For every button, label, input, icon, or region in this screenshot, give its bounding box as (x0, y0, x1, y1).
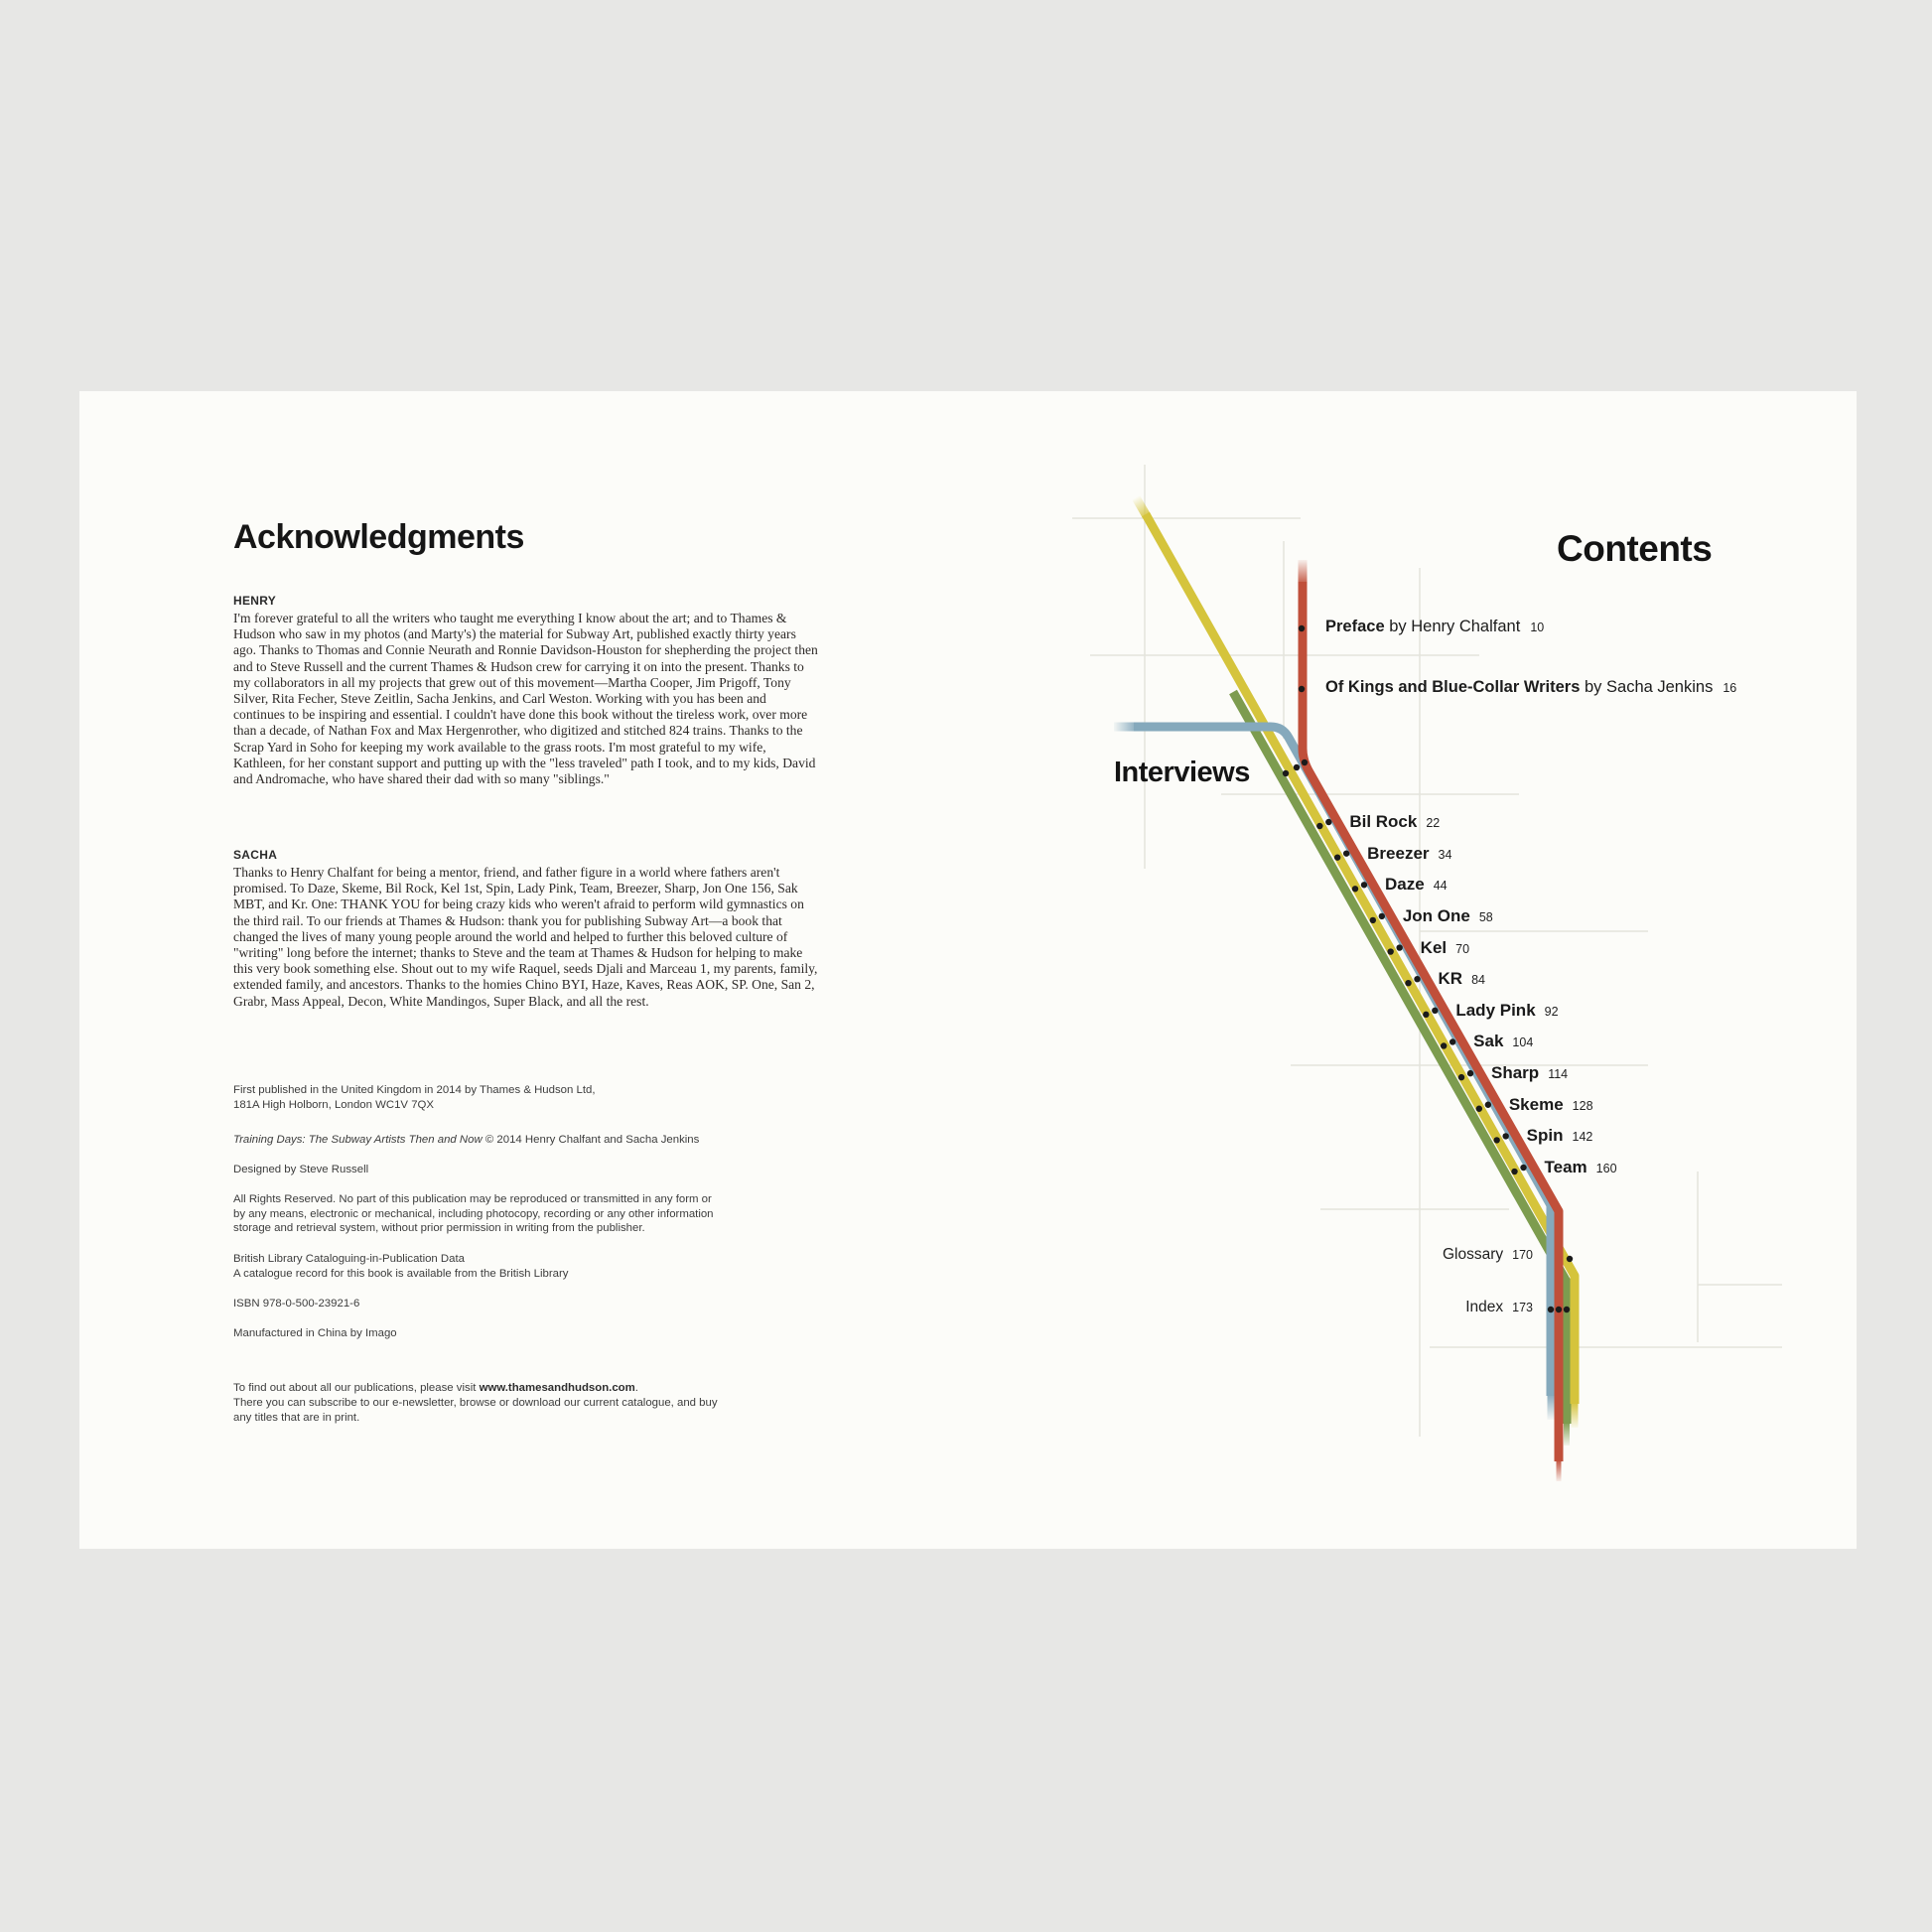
station-dot (1405, 980, 1411, 986)
colophon-publisher-line1: First published in the United Kingdom in 2014 by Thames & Hudson Ltd, (233, 1084, 596, 1096)
interview-page-number: 44 (1433, 879, 1448, 894)
station-dot (1511, 1169, 1517, 1174)
station-dot (1502, 1133, 1508, 1139)
toc-front-row-preface (1325, 618, 1544, 636)
station-dot (1449, 1038, 1455, 1044)
interview-name: Jon One (1402, 905, 1470, 925)
line-tips (1114, 497, 1575, 1481)
station-dot (1352, 886, 1358, 892)
station-dot (1414, 976, 1420, 982)
station-dot (1564, 1307, 1570, 1312)
interview-page-number: 128 (1572, 1098, 1593, 1113)
publisher-url: www.thamesandhudson.com (479, 1382, 635, 1394)
station-dot (1467, 1070, 1473, 1076)
sacha-acknowledgment-text: Thanks to Henry Chalfant for being a mentor, friend, and father figure in a world where fathers aren't promised. To Daze, Skeme, Bil Rock, Kel 1st, Spin, Lady Pink, Team, Breezer, Sharp, Jon One 156, Sak MBT, and Kr. One: THANK YOU for being crazy kids who weren't afraid to perform wild gymnastics on the third rail. To our friends at Thames & Hudson: thank you for publishing Subway Art—a book that changed the lives of many young people around the world and helped to further this beloved culture of "writing" long before the internet; thanks to Steve and the team at Thames & Hudson for helping to make this very book something else. Shout out to my wife Raquel, seeds Djali and Marceau 1, my parents, family, extended family, and ancestors. Thanks to the homies Chino BYI, Haze, Kaves, Reas AOK, SP. One, San 2, Grabr, Mass Appeal, Decon, White Mandingos, Super Black, and all the rest. (233, 865, 818, 1009)
back-title: Index (1465, 1299, 1504, 1315)
copyright-text: © 2014 Henry Chalfant and Sacha Jenkins (482, 1134, 700, 1146)
book-title-italic: Training Days: The Subway Artists Then and Now (233, 1134, 483, 1146)
interview-page-number: 104 (1512, 1035, 1534, 1050)
henry-acknowledgment-text: I'm forever grateful to all the writers who taught me everything I know about the art; and to Thames & Hudson who saw in my photos (and Marty's) the material for Subway Art, published exactly thirty years ago. Thanks to Thomas and Connie Neurath and Ronnie Davidson-Houston for shepherding the project then and to Steve Russell and the current Thames & Hudson crew for carrying it on into the present. Thanks to my collaborators in all my projects that grew out of this movement—Martha Cooper, Jim Prigoff, Tony Silver, Rita Fecher, Steve Zeitlin, Sacha Jenkins, and Carl Weston. Working with you has been and continues to be inspiring and essential. I couldn't have done this book without the tireless work, over more than a decade, of Nathan Fox and Max Hergenrother, who digitized and stitched 824 trains. Thanks to the Scrap Yard in Soho for keeping my work available to the grass roots. I'm most grateful to my wife, Kathleen, for her constant support and putting up with the "less traveled" path I took, and to my kids, David and Andromache, who have shared their dad with so many "siblings." (233, 611, 818, 787)
colophon-visit-rest: There you can subscribe to our e-newsletter, browse or download our current catalogue, and buy any titles that are in print. (233, 1397, 718, 1424)
section-label-sacha: SACHA (233, 848, 278, 862)
interview-name: Lady Pink (1455, 1000, 1536, 1020)
station-dot (1441, 1042, 1447, 1048)
station-dot (1423, 1012, 1429, 1018)
visit-prefix: To find out about all our publications, please visit (233, 1382, 480, 1394)
grid-lines (1072, 465, 1782, 1437)
station-dot (1548, 1307, 1554, 1312)
interviews-heading: Interviews (1114, 757, 1250, 788)
station-dot (1476, 1106, 1482, 1112)
station-dot (1325, 819, 1331, 825)
interview-name: Kel (1420, 937, 1448, 957)
station-dot (1294, 764, 1300, 770)
back-title: Glossary (1442, 1246, 1504, 1263)
interview-name: Breezer (1367, 843, 1430, 863)
acknowledgments-heading: Acknowledgments (233, 518, 524, 556)
interview-page-number: 84 (1471, 973, 1485, 988)
front-title: Preface (1325, 618, 1385, 635)
interview-page-number: 114 (1548, 1067, 1569, 1082)
interview-page-number: 92 (1544, 1004, 1559, 1019)
station-dot (1458, 1074, 1464, 1080)
station-dot (1370, 917, 1376, 923)
station-dot (1432, 1008, 1438, 1014)
station-dot (1556, 1307, 1562, 1312)
station-dot (1485, 1102, 1491, 1108)
station-dot (1520, 1165, 1526, 1171)
interview-name: Skeme (1508, 1094, 1564, 1114)
interview-page-number: 70 (1455, 941, 1470, 956)
interview-name: KR (1438, 969, 1463, 989)
station-dot (1316, 823, 1322, 829)
interview-page-number: 58 (1478, 909, 1493, 924)
station-dot (1299, 625, 1305, 631)
station-dot (1283, 770, 1289, 776)
back-page-number: 170 (1512, 1248, 1533, 1262)
interview-page-number: 142 (1572, 1130, 1593, 1145)
toc-back-row-index (1334, 1299, 1533, 1316)
station-dot (1493, 1137, 1499, 1143)
front-byline: by Sacha Jenkins (1585, 678, 1714, 696)
interview-name: Sharp (1491, 1063, 1540, 1083)
station-dot (1299, 686, 1305, 692)
front-page-number: 16 (1723, 681, 1737, 695)
interview-name: Spin (1526, 1126, 1564, 1146)
station-dot (1361, 882, 1367, 888)
colophon-designer-line: Designed by Steve Russell (233, 1164, 369, 1175)
station-dot (1379, 913, 1385, 919)
station-dot (1387, 948, 1393, 954)
contents-heading: Contents (1557, 528, 1713, 569)
interview-page-number: 22 (1426, 816, 1441, 830)
front-title: Of Kings and Blue-Collar Writers (1325, 678, 1581, 696)
interview-name: Sak (1473, 1032, 1504, 1051)
interview-page-number: 160 (1595, 1162, 1617, 1176)
interview-name: Bil Rock (1349, 812, 1418, 831)
station-dot (1302, 759, 1308, 765)
visit-suffix: . (634, 1382, 638, 1394)
colophon-publisher-line2: 181A High Holborn, London WC1V 7QX (233, 1099, 434, 1111)
station-dot (1396, 944, 1402, 950)
front-page-number: 10 (1530, 621, 1545, 634)
colophon-manufactured: Manufactured in China by Imago (233, 1327, 397, 1339)
station-dot (1567, 1256, 1573, 1262)
station-dot (1343, 850, 1349, 856)
interview-page-number: 34 (1438, 847, 1452, 862)
back-page-number: 173 (1512, 1301, 1533, 1314)
colophon-bl-line2: A catalogue record for this book is available from the British Library (233, 1268, 569, 1280)
toc-front-row-ofkings (1325, 678, 1736, 697)
yellow-line (1146, 514, 1575, 1404)
colophon-isbn: ISBN 978-0-500-23921-6 (233, 1298, 360, 1310)
interview-name: Team (1544, 1158, 1587, 1177)
section-label-henry: HENRY (233, 594, 277, 608)
book-spread (79, 391, 1857, 1549)
colophon-rights-paragraph: All Rights Reserved. No part of this publication may be reproduced or transmitted in any form or by any means, electronic or mechanical, including photocopy, recording or any other information storage and retrieval system, without prior permission in writing from the publisher. (233, 1193, 714, 1235)
station-dot (1334, 854, 1340, 860)
colophon-bl-line1: British Library Cataloguing-in-Publication Data (233, 1253, 465, 1265)
front-byline: by Henry Chalfant (1389, 618, 1521, 635)
toc-back-row-glossary (1334, 1246, 1533, 1264)
interview-name: Daze (1385, 875, 1425, 895)
